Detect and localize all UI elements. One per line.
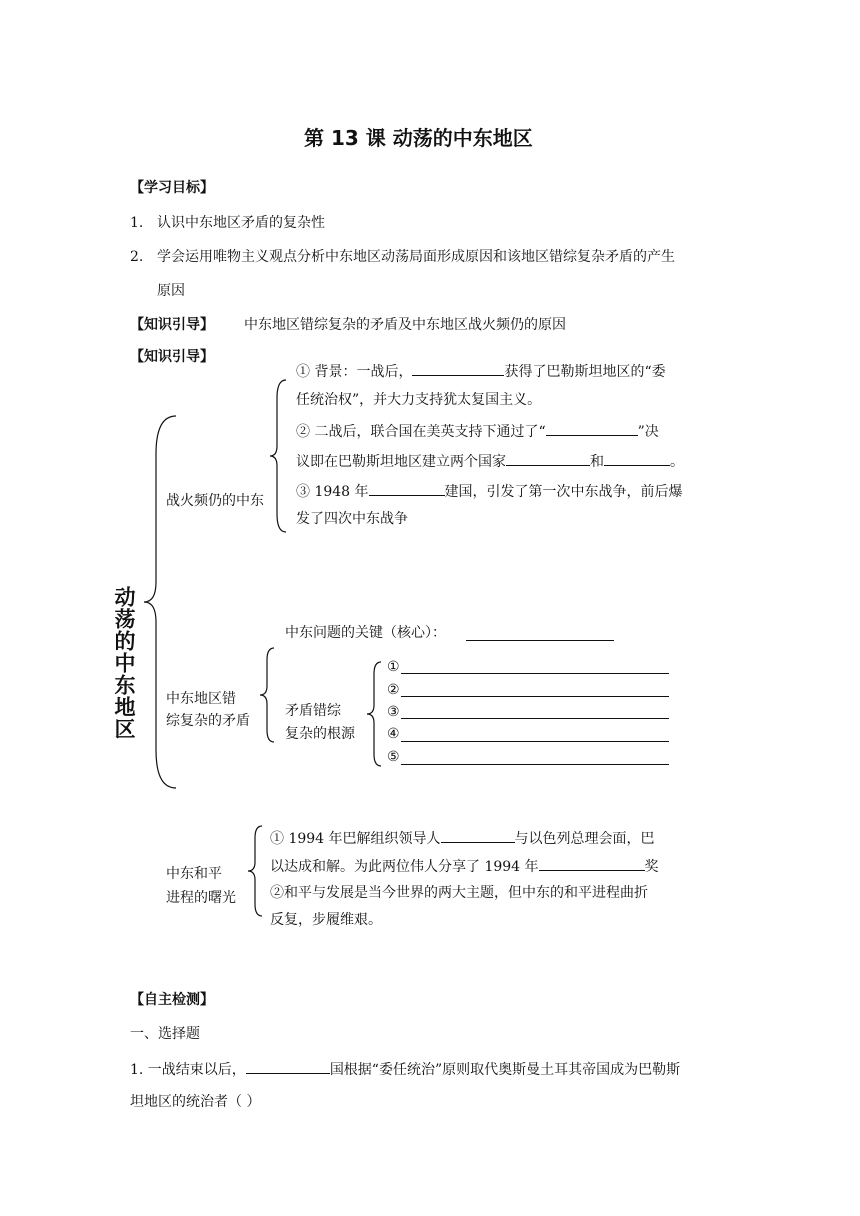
question-1-end: 国根据“委任统治”原则取代奥斯曼土耳其帝国成为巴勒斯 [329, 1062, 681, 1078]
b3-line2 [270, 858, 659, 874]
b3-line4: 反复，步履维艰。 [270, 912, 382, 928]
blank-root-cause-1[interactable] [401, 673, 669, 674]
guide-text: 中东地区错综复杂的矛盾及中东地区战火频仍的原因 [244, 317, 566, 333]
b1-line3 [296, 423, 659, 439]
section-heading-choice: 一、选择题 [130, 1026, 200, 1042]
b3-line1-start: ① 1994 年巴解组织领导人 [270, 831, 441, 847]
root-cause-4-num: ④ [387, 726, 400, 742]
root-cause-5-num: ⑤ [387, 749, 400, 765]
root-cause-3-num: ③ [387, 704, 400, 720]
b3-line3: ②和平与发展是当今世界的两大主题，但中东的和平进程曲折 [270, 885, 648, 901]
objectives-heading: 【学习目标】 [130, 180, 214, 196]
b3-line2-start: 以达成和解。为此两位伟人分享了 1994 年 [270, 859, 539, 875]
b1-line3-end: ”决 [637, 424, 659, 440]
blank-root-cause-5[interactable] [401, 764, 669, 765]
b3-line2-end: 奖 [644, 859, 659, 875]
blank-mandate-country[interactable] [412, 363, 504, 376]
blank-founded-state[interactable] [369, 483, 445, 496]
b1-line3-start: ② 二战后，联合国在美英支持下通过了“ [296, 424, 546, 440]
objective-2-continuation: 原因 [157, 283, 185, 299]
question-1-start: 1. 一战结束以后， [130, 1062, 246, 1078]
blank-un-resolution[interactable] [546, 423, 638, 436]
question-1-line1 [130, 1061, 680, 1077]
b3-line1-end: 与以色列总理会面，巴 [514, 831, 655, 847]
guide-heading-2: 【知识引导】 [130, 349, 214, 365]
b1-line2: 任统治权”，并大力支持犹太复国主义。 [296, 392, 542, 408]
root-cause-2-num: ② [387, 682, 400, 698]
root-brace [140, 414, 180, 790]
branch2-brace [258, 646, 278, 744]
b1-line1-end: 获得了巴勒斯坦地区的“委 [504, 364, 666, 380]
b1-line4-start: 议即在巴勒斯坦地区建立两个国家 [296, 454, 506, 470]
roots-brace [365, 660, 385, 768]
branch3-label-line1: 中东和平 [166, 866, 222, 882]
blank-prize[interactable] [539, 858, 645, 871]
branch3-label-line2: 进程的曙光 [166, 890, 236, 906]
blank-state-1[interactable] [506, 453, 590, 466]
b1-line5 [296, 483, 683, 499]
b1-line4 [296, 453, 684, 469]
b3-line1 [270, 830, 655, 846]
blank-root-cause-4[interactable] [401, 741, 669, 742]
b1-line5-end: 建国，引发了第一次中东战争，前后爆 [444, 484, 683, 500]
b1-line1 [296, 363, 666, 379]
branch2-label-line1: 中东地区错 [166, 691, 236, 707]
blank-key-issue[interactable] [466, 640, 614, 641]
roots-label-line1: 矛盾错综 [285, 703, 341, 719]
b1-line1-start: ① 背景：一战后， [296, 364, 413, 380]
blank-root-cause-2[interactable] [401, 696, 669, 697]
question-1-line2: 坦地区的统治者（ ） [130, 1094, 261, 1110]
objective-2-text: 学会运用唯物主义观点分析中东地区动荡局面形成原因和该地区错综复杂矛盾的产生 [157, 249, 675, 265]
blank-plo-leader[interactable] [441, 830, 515, 843]
roots-label-line2: 复杂的根源 [285, 726, 355, 742]
b1-line5-start: ③ 1948 年 [296, 484, 369, 500]
b1-line6: 发了四次中东战争 [296, 511, 408, 527]
b1-line4-end: 。 [670, 454, 684, 470]
blank-state-2[interactable] [604, 453, 670, 466]
objective-1-text: 认识中东地区矛盾的复杂性 [157, 215, 325, 231]
objective-2-number: 2. [130, 249, 144, 265]
branch2-label-line2: 综复杂的矛盾 [166, 713, 250, 729]
blank-question-1[interactable] [246, 1061, 330, 1074]
page-title: 第 13 课 动荡的中东地区 [304, 126, 533, 150]
guide-heading-1: 【知识引导】 [130, 317, 214, 333]
objective-1-number: 1. [130, 215, 144, 231]
root-cause-1-num: ① [387, 659, 400, 675]
b1-line4-mid: 和 [590, 454, 604, 470]
self-check-heading: 【自主检测】 [130, 992, 214, 1008]
mindmap-root-label: 动荡的中东地区 [112, 586, 136, 740]
blank-root-cause-3[interactable] [401, 718, 669, 719]
branch1-brace [268, 378, 288, 534]
b2-key-label: 中东问题的关键（核心）： [285, 625, 446, 641]
branch1-label: 战火频仍的中东 [166, 493, 264, 509]
branch3-brace [246, 824, 266, 918]
